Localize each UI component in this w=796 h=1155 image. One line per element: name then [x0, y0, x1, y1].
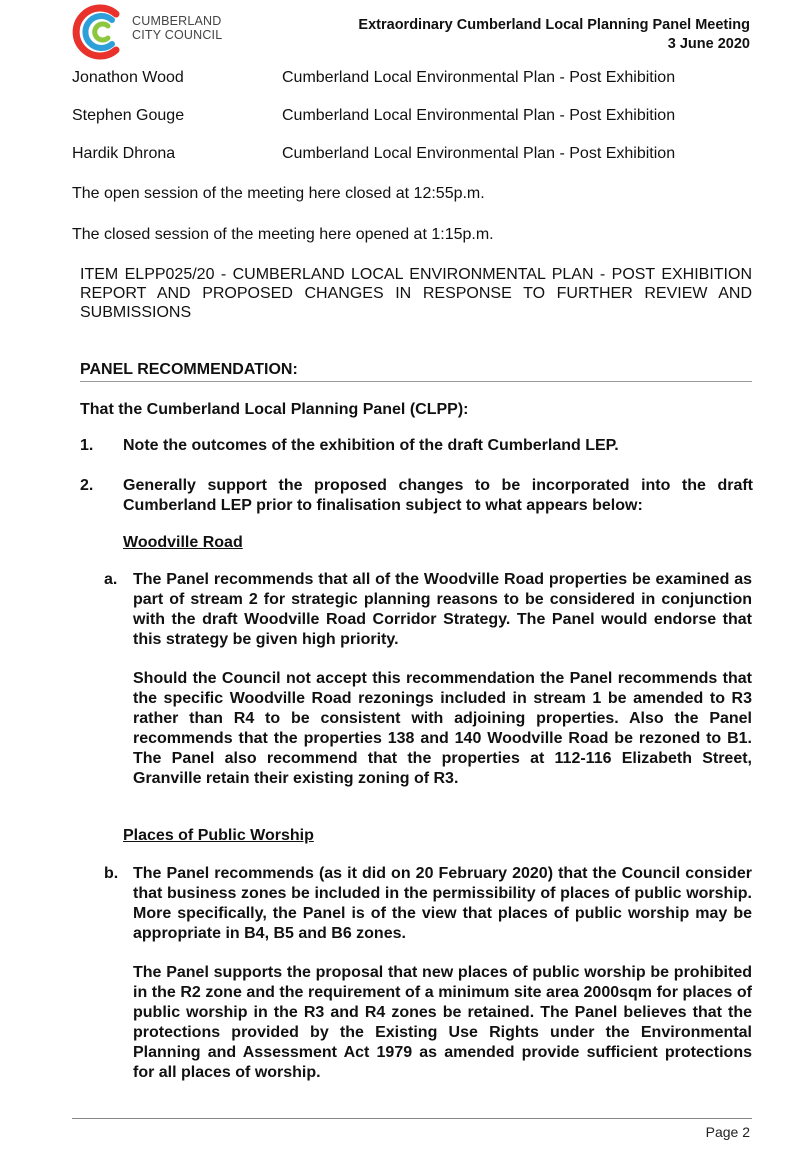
woodville-para-1: The Panel recommends that all of the Woodville Road properties be examined as part of stream 2 for strategic planning reasons to be considered in conjunction with the draft Woodville Road Corridor Strategy. The Panel would endorse that this strategy be given high priority.	[133, 571, 752, 648]
attendee-name: Jonathon Wood	[72, 69, 184, 86]
logo-line-1: CUMBERLAND	[132, 14, 222, 28]
session-opened-text: The closed session of the meeting here opened at 1:15p.m.	[72, 226, 494, 243]
recommendation-intro: That the Cumberland Local Planning Panel (CLPP):	[80, 401, 469, 418]
council-logo-icon	[72, 2, 128, 62]
attendee-name: Stephen Gouge	[72, 107, 185, 124]
woodville-heading: Woodville Road	[123, 534, 243, 551]
meeting-title: Extraordinary Cumberland Local Planning Panel Meeting	[358, 17, 750, 33]
logo-line-2: CITY COUNCIL	[132, 28, 223, 42]
item-text-2: Generally support the proposed changes to be incorporated into the draft Cumberland LEP prior to finalisation subject to what appears below:	[123, 477, 753, 514]
worship-para-2: The Panel supports the proposal that new places of public worship be prohibited in the R2 zone and the requirement of a minimum site area 2000sqm for places of public worship in the R3 and R4 zones be retained. The Panel believes that the protections provided by the Existing Use Rights under the Environmental Planning and Assessment Act 1979 as amended provide sufficient protections for all places of worship.	[133, 964, 752, 1081]
footer-divider	[72, 1118, 752, 1119]
meeting-date: 3 June 2020	[667, 36, 750, 52]
recommendation-heading: PANEL RECOMMENDATION:	[80, 361, 298, 378]
attendee-topic: Cumberland Local Environmental Plan - Post Exhibition	[282, 107, 676, 124]
worship-para-1: The Panel recommends (as it did on 20 February 2020) that the Council consider that business zones be included in the permissibility of places of public worship. More specifically, the Panel is of the view that places of public worship may be appropriate in B4, B5 and B6 zones.	[133, 865, 752, 942]
meeting-header	[358, 16, 750, 54]
item-number-2: 2.	[80, 477, 94, 494]
woodville-letter: a.	[104, 571, 118, 588]
session-closed-text: The open session of the meeting here closed at 12:55p.m.	[72, 185, 485, 202]
worship-letter: b.	[104, 865, 119, 882]
attendee-name: Hardik Dhrona	[72, 145, 176, 162]
item-number-1: 1.	[80, 437, 94, 454]
page-number: Page 2	[705, 1124, 750, 1140]
heading-divider	[80, 381, 752, 382]
item-text-1: Note the outcomes of the exhibition of the draft Cumberland LEP.	[123, 437, 619, 454]
attendee-topic: Cumberland Local Environmental Plan - Post Exhibition	[282, 69, 676, 86]
council-logo	[72, 2, 262, 62]
woodville-para-2: Should the Council not accept this recommendation the Panel recommends that the specific Woodville Road rezonings included in stream 1 be amended to R3 rather than R4 to be consistent with adjoining properties. Also the Panel recommends that the properties 138 and 140 Woodville Road be rezoned to B1. The Panel also recommend that the properties at 112-116 Elizabeth Street, Granville retain their existing zoning of R3.	[133, 670, 752, 787]
item-title: ITEM ELPP025/20 - CUMBERLAND LOCAL ENVIRONMENTAL PLAN - POST EXHIBITION REPORT AND PROPOSED CHANGES IN RESPONSE TO FURTHER REVIEW AND SUBMISSIONS	[80, 266, 752, 321]
attendee-topic: Cumberland Local Environmental Plan - Post Exhibition	[282, 145, 676, 162]
worship-heading: Places of Public Worship	[123, 827, 314, 844]
logo-text	[132, 14, 222, 42]
